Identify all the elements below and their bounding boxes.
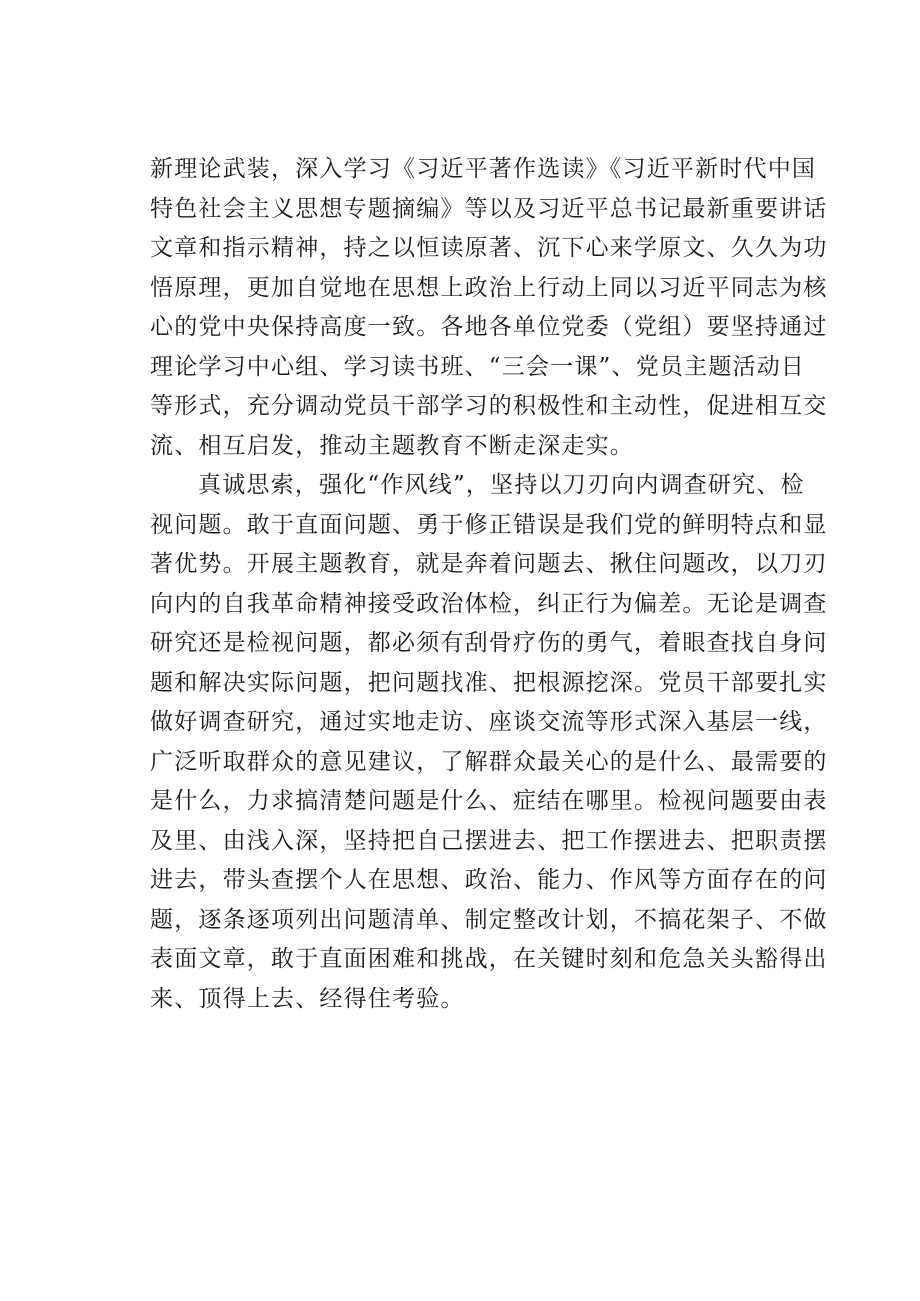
paragraph-line: 题，逐条逐项列出问题清单、制定整改计划，不搞花架子、不做: [150, 906, 828, 933]
paragraph-line: 向内的自我革命精神接受政治体检，纠正行为偏差。无论是调查: [150, 590, 828, 617]
paragraph-line: 视问题。敢于直面问题、勇于修正错误是我们党的鲜明特点和显: [150, 511, 828, 538]
paragraph-line: 理论学习中心组、学习读书班、“三会一课”、党员主题活动日: [150, 353, 806, 380]
paragraph-line: 做好调查研究，通过实地走访、座谈交流等形式深入基层一线，: [150, 709, 828, 735]
paragraph-line: 心的党中央保持高度一致。各地各单位党委（党组）要坚持通过: [150, 314, 828, 340]
paragraph-line: 题和解决实际问题，把问题找准、把根源挖深。党员干部要扎实: [150, 669, 828, 696]
paragraph-line: 研究还是检视问题，都必须有刮骨疗伤的勇气，着眼查找自身问: [150, 630, 828, 656]
paragraph-line: 来、顶得上去、经得住考验。: [150, 985, 465, 1012]
paragraph-line: 著优势。开展主题教育，就是奔着问题去、揪住问题改，以刀刃: [150, 551, 828, 577]
paragraph-line: 特色社会主义思想专题摘编》等以及习近平总书记最新重要讲话: [150, 195, 828, 222]
paragraph-line: 悟原理，更加自觉地在思想上政治上行动上同以习近平同志为核: [150, 274, 828, 301]
paragraph-2: [150, 466, 828, 1019]
paragraph-line: 文章和指示精神，持之以恒读原著、沉下心来学原文、久久为功: [150, 235, 828, 261]
paragraph-line: 进去，带头查摆个人在思想、政治、能力、作风等方面存在的问: [150, 867, 828, 893]
paragraph-1: [150, 150, 828, 466]
paragraph-line: 表面文章，敢于直面困难和挑战，在关键时刻和危急关头豁得出: [150, 946, 828, 972]
paragraph-line: 等形式，充分调动党员干部学习的积极性和主动性，促进相互交: [150, 393, 828, 419]
paragraph-line: 广泛听取群众的意见建议，了解群众最关心的是什么、最需要的: [150, 748, 828, 775]
paragraph-first-line: 真诚思索，强化“作风线”，坚持以刀刃向内调查研究、检: [198, 472, 805, 498]
paragraph-line: 流、相互启发，推动主题教育不断走深走实。: [150, 432, 634, 459]
paragraph-line: 是什么，力求搞清楚问题是什么、症结在哪里。检视问题要由表: [150, 788, 828, 814]
paragraph-line: 及里、由浅入深，坚持把自己摆进去、把工作摆进去、把职责摆: [150, 827, 828, 854]
body-text: [150, 150, 828, 1019]
paragraph-line: 新理论武装，深入学习《习近平著作选读》《习近平新时代中国: [150, 156, 817, 182]
